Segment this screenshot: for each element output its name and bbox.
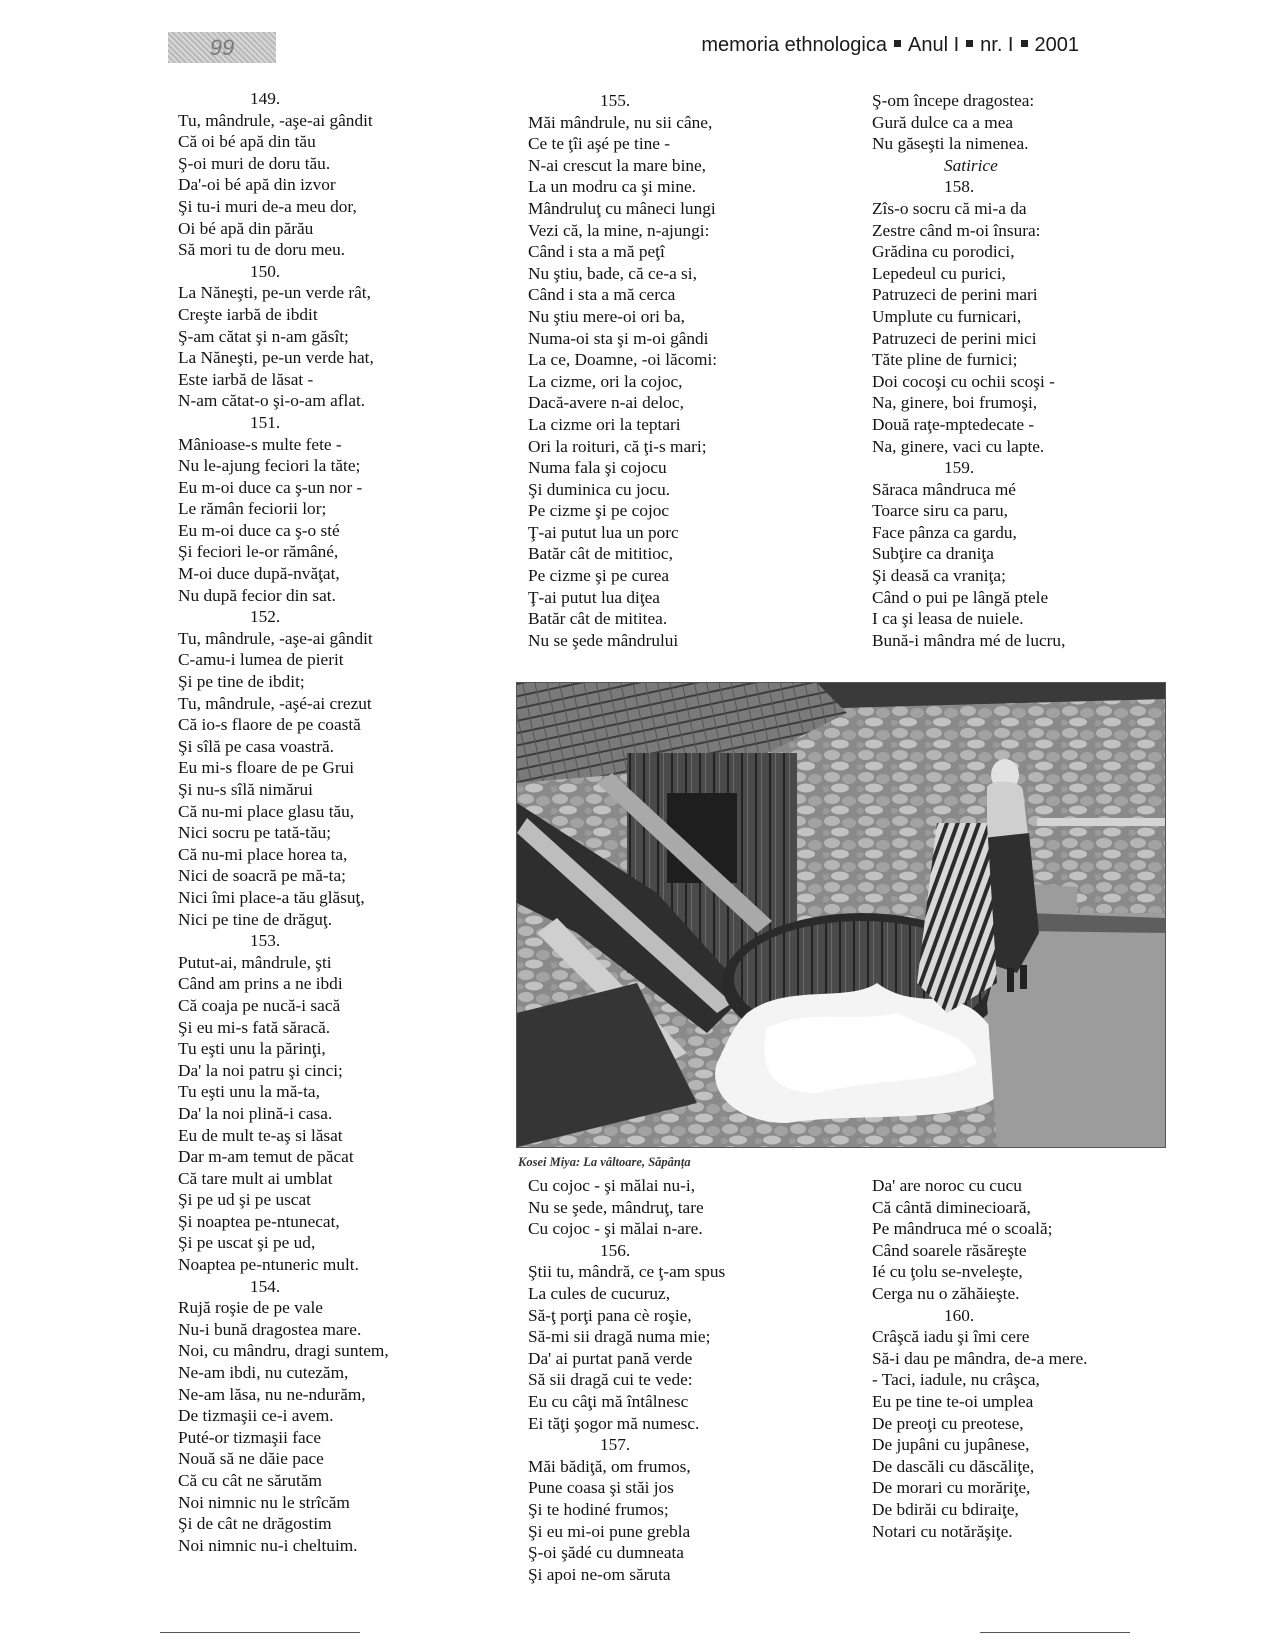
- verse-line: Na, ginere, vaci cu lapte.: [872, 436, 1045, 456]
- poem-number: 159.: [944, 458, 975, 478]
- verse-line: Nu după fecior din sat.: [178, 585, 336, 605]
- verse-line: De jupâni cu jupânese,: [872, 1435, 1030, 1455]
- verse-line: Nu ştiu mere-oi ori ba,: [528, 306, 685, 326]
- verse-line: Pe cizme şi pe cojoc: [528, 501, 670, 521]
- verse-line: De tizmaşii ce-i avem.: [178, 1406, 334, 1426]
- verse-line: Ş-oi muri de doru tău.: [178, 153, 331, 173]
- verse-line: N-ai crescut la mare bine,: [528, 155, 707, 175]
- verse-line: Nu găseşti la nimenea.: [872, 134, 1029, 154]
- verse-line: Este iarbă de lăsat -: [178, 369, 314, 389]
- verse-line: Şi sîlă pe casa voastră.: [178, 736, 334, 756]
- poem-number: 151.: [250, 412, 281, 432]
- verse-line: Noi, cu mândru, dragi suntem,: [178, 1341, 389, 1361]
- separator-square-icon: [1021, 40, 1028, 47]
- poem-column-2-bottom: [528, 1175, 725, 1585]
- verse-line: Cu cojoc - şi mălai nu-i,: [528, 1176, 696, 1195]
- verse-line: Mândruluţ cu mâneci lungi: [528, 198, 716, 218]
- separator-square-icon: [894, 40, 901, 47]
- verse-line: Că coaja pe nucă-i sacă: [178, 995, 341, 1015]
- verse-line: Tu, mândrule, -aşe-ai gândit: [178, 110, 373, 130]
- verse-line: Şi pe ud şi pe uscat: [178, 1190, 311, 1210]
- verse-line: Şi eu mi-s fată săracă.: [178, 1017, 331, 1037]
- verse-line: Şi noaptea pe-ntunecat,: [178, 1211, 340, 1231]
- verse-line: Nici de soacră pe mă-ta;: [178, 866, 346, 886]
- verse-line: Nici îmi place-a tău glăsuţ,: [178, 887, 365, 907]
- volume-label: Anul I: [907, 34, 960, 56]
- verse-line: Bună-i mândra mé de lucru,: [872, 630, 1066, 650]
- verse-line: Noi nimnic nu le strîcăm: [178, 1492, 350, 1512]
- verse-line: Vezi că, la mine, n-ajungi:: [528, 220, 710, 240]
- verse-line: Nouă să ne dăie pace: [178, 1449, 324, 1469]
- verse-line: Măi mândrule, nu sii câne,: [528, 112, 713, 132]
- verse-line: Tăte pline de furnici;: [872, 350, 1018, 370]
- verse-line: Ei tăţi şogor mă numesc.: [528, 1413, 700, 1433]
- verse-line: Numa fala şi cojocu: [528, 458, 667, 478]
- verse-line: Când am prins a ne ibdi: [178, 974, 343, 994]
- verse-line: La cizme ori la teptari: [528, 414, 681, 434]
- verse-line: Ţ-ai putut lua un porc: [528, 522, 679, 542]
- verse-line: Dacă-avere n-ai deloc,: [528, 393, 684, 413]
- verse-line: Putut-ai, mândrule, şti: [178, 952, 332, 972]
- verse-line: Oi bé apă din părău: [178, 218, 314, 238]
- verse-line: Creşte iarbă de ibdit: [178, 304, 318, 324]
- verse-line: De preoţi cu preotese,: [872, 1413, 1024, 1433]
- verse-line: Toarce siru ca paru,: [872, 501, 1009, 521]
- verse-line: Batăr cât de mititioc,: [528, 544, 673, 564]
- verse-line: Nu se şede, mândruţ, tare: [528, 1197, 704, 1217]
- poem-column-2-top: [528, 90, 717, 651]
- footer-rule-right: [980, 1632, 1130, 1633]
- verse-line: Eu m-oi duce ca ş-un nor -: [178, 477, 363, 497]
- verse-line: Zîs-o socru că mi-a da: [872, 198, 1027, 218]
- poem-column-1: [178, 88, 389, 1556]
- verse-line: La un modru ca şi mine.: [528, 177, 696, 197]
- verse-line: Să-ţ porţi pana cè roşie,: [528, 1305, 692, 1325]
- footer-rule-left: [160, 1632, 360, 1633]
- verse-line: Când o pui pe lângă ptele: [872, 587, 1049, 607]
- verse-line: Ce te ţîi aşé pe tine -: [528, 134, 671, 154]
- verse-line: Ş-om începe dragostea:: [872, 91, 1035, 110]
- verse-line: Nu le-ajung feciori la tăte;: [178, 456, 361, 476]
- verse-line: Nu ştiu, bade, că ce-a si,: [528, 263, 697, 283]
- verse-line: Şi pe tine de ibdit;: [178, 672, 305, 692]
- verse-line: Notari cu notărăşiţe.: [872, 1521, 1013, 1541]
- verse-line: Mânioase-s multe fete -: [178, 434, 342, 454]
- verse-line: Şi feciori le-or rămâné,: [178, 542, 339, 562]
- verse-line: Da' ai purtat pană verde: [528, 1348, 693, 1368]
- verse-line: Când i sta a mă cerca: [528, 285, 676, 305]
- verse-line: De bdirăi cu bdiraiţe,: [872, 1499, 1019, 1519]
- verse-line: Cu cojoc - şi mălai n-are.: [528, 1219, 703, 1239]
- verse-line: Eu mi-s floare de pe Grui: [178, 758, 355, 778]
- poem-number: 153.: [250, 931, 281, 951]
- verse-line: Noaptea pe-ntuneric mult.: [178, 1255, 359, 1275]
- poem-number: 157.: [600, 1435, 631, 1455]
- verse-line: Să sii dragă cui te vede:: [528, 1370, 693, 1390]
- verse-line: Dar m-am temut de păcat: [178, 1147, 354, 1167]
- verse-line: Da' la noi plină-i casa.: [178, 1103, 333, 1123]
- verse-line: Eu cu câţi mă întâlnesc: [528, 1391, 689, 1411]
- verse-line: Subţire ca draniţa: [872, 544, 994, 564]
- verse-line: Şi deasă ca vraniţa;: [872, 566, 1006, 586]
- poem-number: 156.: [600, 1240, 631, 1260]
- verse-line: Da' are noroc cu cucu: [872, 1176, 1022, 1195]
- verse-line: Tu eşti unu la părinţi,: [178, 1039, 326, 1059]
- verse-line: Să-mi sii dragă numa mie;: [528, 1327, 711, 1347]
- verse-line: Şi duminica cu jocu.: [528, 479, 671, 499]
- verse-line: La cules de cucuruz,: [528, 1283, 671, 1303]
- verse-line: Ştii tu, mândră, ce ţ-am spus: [528, 1262, 726, 1282]
- poem-number: 152.: [250, 607, 281, 627]
- verse-line: Săraca mândruca mé: [872, 479, 1016, 499]
- verse-line: Şi te hodiné frumos;: [528, 1499, 669, 1519]
- verse-line: Că oi bé apă din tău: [178, 132, 316, 152]
- verse-line: Că cu cât ne sărutăm: [178, 1471, 322, 1490]
- verse-line: Că io-s flaore de pe coastă: [178, 715, 361, 735]
- verse-line: Patruzeci de perini mici: [872, 328, 1037, 348]
- poem-number: 150.: [250, 261, 281, 281]
- verse-line: Ori la roituri, că ţi-s mari;: [528, 436, 707, 456]
- verse-line: Şi eu mi-oi pune grebla: [528, 1521, 691, 1541]
- verse-line: La Năneşti, pe-un verde hat,: [178, 348, 374, 368]
- verse-line: Când soarele răsăreşte: [872, 1240, 1027, 1260]
- separator-square-icon: [966, 40, 973, 47]
- verse-line: Ne-am lăsa, nu ne-ndurăm,: [178, 1384, 366, 1404]
- photo-icon: [517, 683, 1165, 1147]
- verse-line: Două raţe-mptedecate -: [872, 414, 1035, 434]
- section-heading: Satirice: [944, 155, 998, 175]
- verse-line: N-am cătat-o şi-o-am aflat.: [178, 391, 366, 411]
- page-number-box: [168, 32, 276, 63]
- verse-line: Şi tu-i muri de-a meu dor,: [178, 196, 357, 216]
- verse-line: Da'-oi bé apă din izvor: [178, 175, 336, 195]
- verse-line: I ca şi leasa de nuiele.: [872, 609, 1024, 629]
- verse-line: Că tare mult ai umblat: [178, 1168, 333, 1188]
- verse-line: Umplute cu furnicari,: [872, 306, 1022, 326]
- poem-column-3-top: [872, 90, 1065, 651]
- verse-line: La cizme, ori la cojoc,: [528, 371, 683, 391]
- verse-line: Tu eşti unu la mă-ta,: [178, 1082, 320, 1102]
- verse-line: Na, ginere, boi frumoşi,: [872, 393, 1038, 413]
- verse-line: Că cântă diminecioară,: [872, 1197, 1031, 1217]
- verse-line: Doi cocoşi cu ochii scoşi -: [872, 371, 1055, 391]
- verse-line: Zestre când m-oi însura:: [872, 220, 1041, 240]
- verse-line: Să mori tu de doru meu.: [178, 240, 346, 260]
- verse-line: Puté-or tizmaşii face: [178, 1427, 321, 1447]
- verse-line: Nici socru pe tată-tău;: [178, 823, 332, 843]
- verse-line: La Năneşti, pe-un verde rât,: [178, 283, 371, 303]
- verse-line: Pe cizme şi pe curea: [528, 566, 670, 586]
- verse-line: Ne-am ibdi, nu cutezăm,: [178, 1363, 349, 1383]
- verse-line: Şi apoi ne-om săruta: [528, 1564, 671, 1584]
- issue-label: nr. I: [980, 34, 1014, 56]
- running-header: [701, 34, 1079, 57]
- verse-line: Da' la noi patru şi cinci;: [178, 1060, 343, 1080]
- verse-line: Să-i dau pe mândra, de-a mere.: [872, 1348, 1088, 1368]
- verse-line: Şi de cât ne drăgostim: [178, 1514, 332, 1534]
- verse-line: Eu de mult te-aş si lăsat: [178, 1125, 343, 1145]
- verse-line: Lepedeul cu purici,: [872, 263, 1006, 283]
- verse-line: Pe mândruca mé o scoală;: [872, 1219, 1053, 1239]
- verse-line: Pune coasa şi stăi jos: [528, 1478, 674, 1498]
- verse-line: Ié cu ţolu se-nveleşte,: [872, 1262, 1023, 1282]
- verse-line: Nu-i bună dragostea mare.: [178, 1319, 362, 1339]
- poem-column-3-bottom: [872, 1175, 1087, 1542]
- verse-line: M-oi duce după-nvăţat,: [178, 564, 340, 584]
- poem-number: 160.: [944, 1305, 975, 1325]
- journal-name: memoria ethnologica: [701, 34, 887, 56]
- verse-line: De morari cu morăriţe,: [872, 1478, 1031, 1498]
- verse-line: Le rămân feciorii lor;: [178, 499, 327, 519]
- verse-line: Rujă roşie de pe vale: [178, 1298, 323, 1318]
- verse-line: Batăr cât de mititea.: [528, 609, 668, 629]
- verse-line: Nu se şede mândrului: [528, 630, 679, 650]
- verse-line: C-amu-i lumea de pierit: [178, 650, 344, 670]
- verse-line: - Taci, iadule, nu crâşca,: [872, 1370, 1040, 1390]
- verse-line: Măi bădiţă, om frumos,: [528, 1456, 691, 1476]
- verse-line: De dascăli cu dăscăliţe,: [872, 1456, 1035, 1476]
- verse-line: Tu, mândrule, -aşé-ai crezut: [178, 693, 372, 713]
- verse-line: Tu, mândrule, -aşe-ai gândit: [178, 628, 373, 648]
- poem-number: 154.: [250, 1276, 281, 1296]
- verse-line: Şi nu-s sîlă nimărui: [178, 780, 313, 799]
- verse-line: Când i sta a mă peţî: [528, 242, 665, 262]
- verse-line: Că nu-mi place glasu tău,: [178, 801, 355, 821]
- verse-line: Gură dulce ca a mea: [872, 112, 1014, 132]
- verse-line: Crâşcă iadu şi îmi cere: [872, 1327, 1030, 1347]
- verse-line: Numa-oi sta şi m-oi gândi: [528, 328, 709, 348]
- verse-line: Ş-am cătat şi n-am găsît;: [178, 326, 349, 346]
- poem-number: 155.: [600, 91, 631, 110]
- verse-line: Noi nimnic nu-i cheltuim.: [178, 1535, 358, 1555]
- verse-line: Cerga nu o zăhăieşte.: [872, 1283, 1020, 1303]
- verse-line: Eu pe tine te-oi umplea: [872, 1391, 1034, 1411]
- verse-line: Eu m-oi duce ca ş-o sté: [178, 520, 340, 540]
- poem-number: 149.: [250, 89, 281, 108]
- verse-line: Nici pe tine de drăguţ.: [178, 909, 333, 929]
- verse-line: La ce, Doamne, -oi lăcomi:: [528, 350, 718, 370]
- verse-line: Grădina cu porodici,: [872, 242, 1015, 262]
- photo-valtoare: [516, 682, 1166, 1148]
- verse-line: Că nu-mi place horea ta,: [178, 844, 348, 864]
- verse-line: Face pânza ca gardu,: [872, 522, 1017, 542]
- poem-number: 158.: [944, 177, 975, 197]
- photo-caption: Kosei Miya: La vâltoare, Săpânța: [518, 1155, 691, 1169]
- verse-line: Patruzeci de perini mari: [872, 285, 1038, 305]
- verse-line: Ş-oi şădé cu dumneata: [528, 1543, 684, 1563]
- year-label: 2001: [1034, 34, 1079, 56]
- verse-line: Şi pe uscat şi pe ud,: [178, 1233, 316, 1253]
- page-number: 99: [209, 34, 235, 60]
- verse-line: Ţ-ai putut lua diţea: [528, 587, 660, 607]
